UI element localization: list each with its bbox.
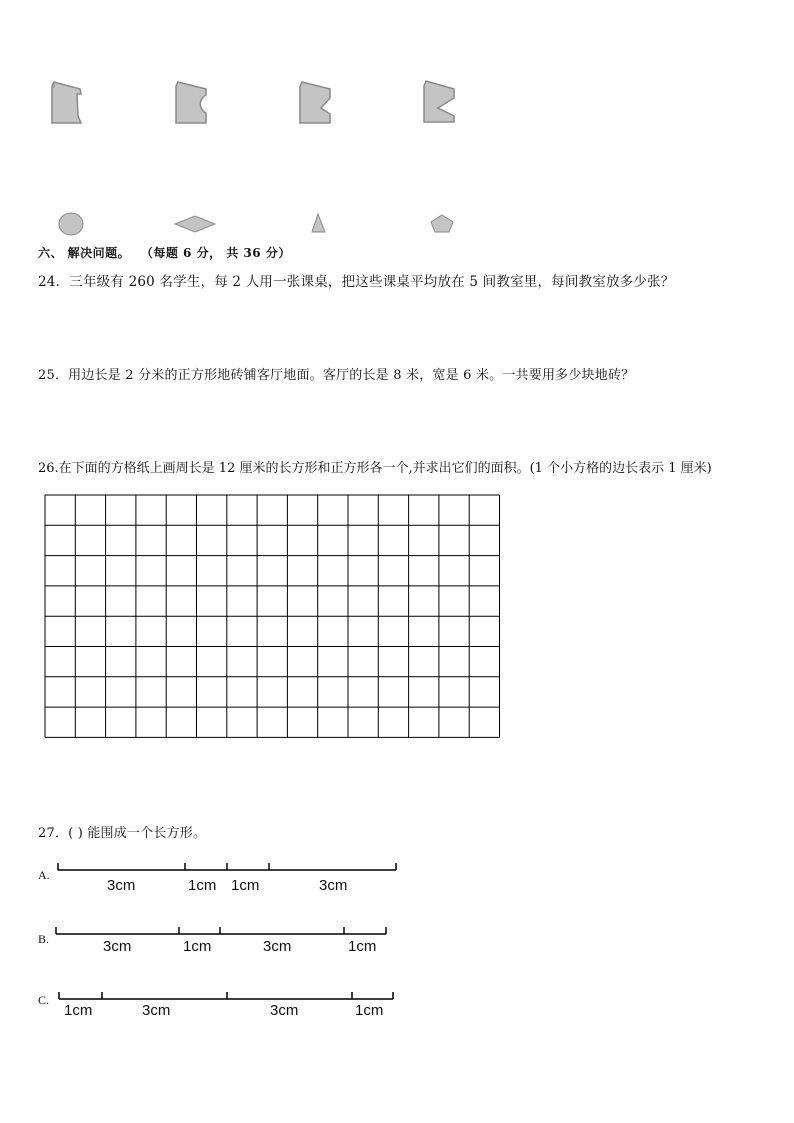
option-a-letter[interactable]: A.	[38, 868, 50, 882]
section-title: 六、 解决问题。	[38, 246, 131, 260]
rhombus-shape	[175, 216, 215, 232]
option-c-letter[interactable]: C.	[38, 993, 50, 1007]
cutout-figure-1	[52, 82, 81, 123]
option-b-seg-2: 1cm	[183, 938, 212, 955]
option-b-seg-1: 3cm	[103, 938, 132, 955]
section-score-note: （每题 6 分， 共 36 分）	[140, 246, 291, 260]
pentagon-shape	[431, 215, 453, 232]
cutout-figure-4	[424, 81, 454, 122]
option-a-seg-4: 3cm	[319, 877, 348, 894]
triangle-shape	[312, 214, 325, 232]
grid-paper[interactable]	[44, 494, 502, 740]
circle-shape	[59, 213, 83, 235]
option-b-seg-3: 3cm	[263, 938, 292, 955]
option-b-letter[interactable]: B.	[38, 932, 50, 946]
question-26: 26.在下面的方格纸上画周长是 12 厘米的长方形和正方形各一个,并求出它们的面积。(1 个小方格的边长表示 1 厘米)	[38, 461, 712, 476]
cutout-figure-3	[300, 82, 330, 123]
question-24: 24．三年级有 260 名学生，每 2 人用一张课桌，把这些课桌平均放在 5 间教室里，每间教室放多少张？	[38, 274, 675, 290]
option-a-seg-1: 3cm	[107, 877, 136, 894]
cutout-figures	[40, 70, 480, 140]
question-25: 25．用边长是 2 分米的正方形地砖铺客厅地面。客厅的长是 8 米，宽是 6 米。一共要用多少块地砖？	[38, 368, 635, 383]
option-a-seg-2: 1cm	[188, 877, 217, 894]
option-c-seg-1: 1cm	[64, 1002, 93, 1019]
question-27: 27．( ) 能围成一个长方形。	[38, 826, 207, 841]
option-b-seg-4: 1cm	[348, 938, 377, 955]
option-b-segment-line	[53, 924, 393, 938]
option-a-segment-line	[56, 860, 400, 874]
option-c-seg-3: 3cm	[270, 1002, 299, 1019]
option-a-seg-3: 1cm	[231, 877, 260, 894]
cutout-figure-2	[176, 82, 206, 123]
section-heading	[38, 244, 291, 261]
option-c-segment-line	[57, 989, 397, 1003]
flat-shapes	[50, 208, 470, 240]
option-c-seg-2: 3cm	[142, 1002, 171, 1019]
option-c-seg-4: 1cm	[355, 1002, 384, 1019]
